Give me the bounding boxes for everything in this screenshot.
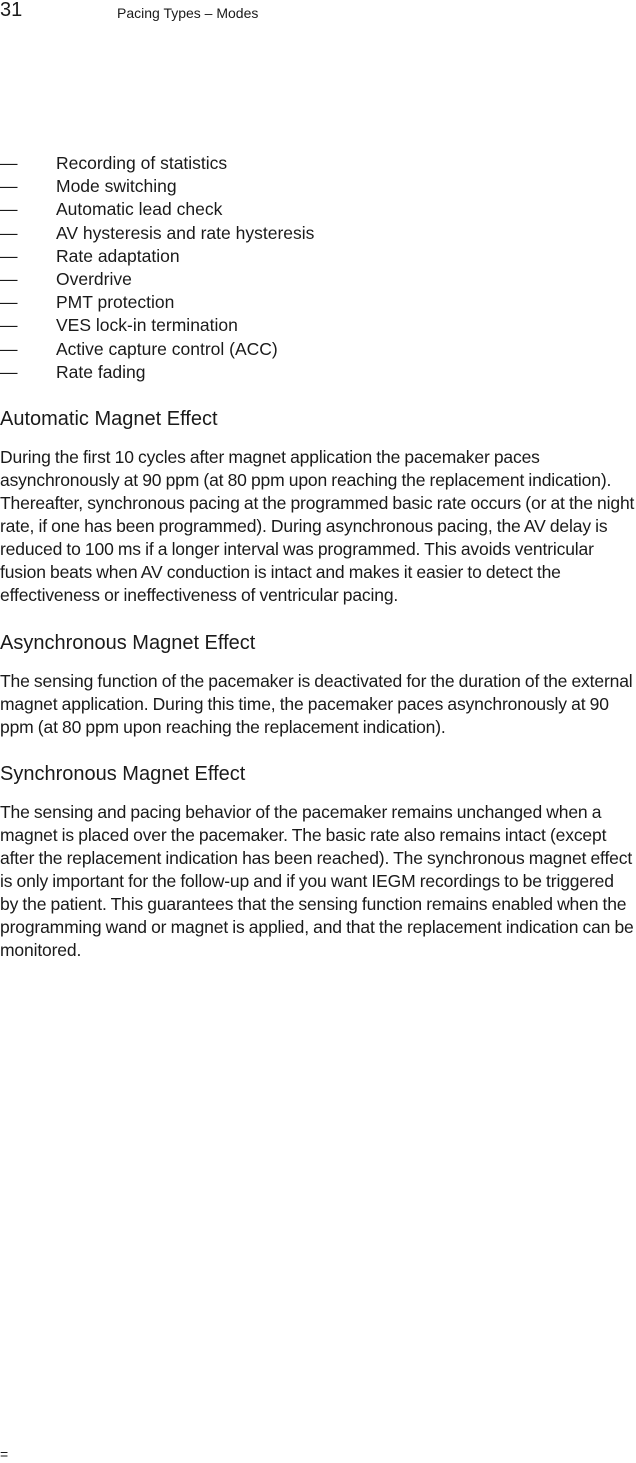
page-number: 31 [0,0,23,21]
running-header: Pacing Types – Modes [117,5,259,21]
list-item [0,291,636,314]
bullet-dash: — [0,315,18,336]
list-item-text: Mode switching [56,176,177,197]
list-item-text: Rate fading [56,361,146,382]
list-item [0,152,636,175]
list-item-text: Overdrive [56,268,132,289]
feature-list [0,152,636,384]
list-item-text: AV hysteresis and rate hysteresis [56,222,315,243]
bullet-dash: — [0,338,18,359]
list-item [0,361,636,384]
list-item-text: Automatic lead check [56,199,223,220]
list-item [0,338,636,361]
list-item-text: Active capture control (ACC) [56,338,278,359]
bullet-dash: — [0,199,18,220]
bullet-dash: — [0,222,18,243]
section-heading: Synchronous Magnet Effect [0,762,246,785]
section-asynchronous-magnet-effect [0,631,636,739]
list-item [0,245,636,268]
bullet-dash: — [0,361,18,382]
section-body: During the first 10 cycles after magnet application the pacemaker paces asynchronously at 90 ppm (at 80 ppm upon reaching the replacement indication). Thereafter, synchronous pacing at the programmed basic rate occurs (or at the night rate, if one has been programmed). During asynchronous pacing, the AV delay is reduced to 100 ms if a longer interval was programmed. This avoids ventricular fusion beats when AV conduction is intact and makes it easier to detect the effectiveness or ineffectiveness of ventricular pacing. [0,446,635,606]
list-item [0,314,636,337]
list-item-text: PMT protection [56,292,175,313]
footer-mark: = [0,1446,9,1462]
list-item [0,198,636,221]
list-item [0,268,636,291]
bullet-dash: — [0,153,18,173]
section-body: The sensing and pacing behavior of the pacemaker remains unchanged when a magnet is placed over the pacemaker. The basic rate also remains intact (except after the replacement indication has been reached). The synchronous magnet effect is only important for the follow-up and if you want IEGM recordings to be triggered by the patient. This guarantees that the sensing function remains enabled when the programming wand or magnet is applied, and that the replacement indication can be monitored. [0,801,634,961]
section-body: The sensing function of the pacemaker is deactivated for the duration of the external magnet application. During this time, the pacemaker paces asynchronously at 90 ppm (at 80 ppm upon reaching the replacement indication). [0,670,633,737]
bullet-dash: — [0,245,18,266]
list-item-text: Recording of statistics [56,153,228,173]
section-automatic-magnet-effect [0,407,636,608]
list-item [0,222,636,245]
section-heading: Asynchronous Magnet Effect [0,631,256,654]
list-item-text: VES lock-in termination [56,315,238,336]
bullet-dash: — [0,268,18,289]
page-content [0,152,636,962]
section-synchronous-magnet-effect [0,762,636,963]
bullet-dash: — [0,292,18,313]
bullet-dash: — [0,176,18,197]
section-heading: Automatic Magnet Effect [0,407,218,430]
list-item [0,175,636,198]
list-item-text: Rate adaptation [56,245,180,266]
